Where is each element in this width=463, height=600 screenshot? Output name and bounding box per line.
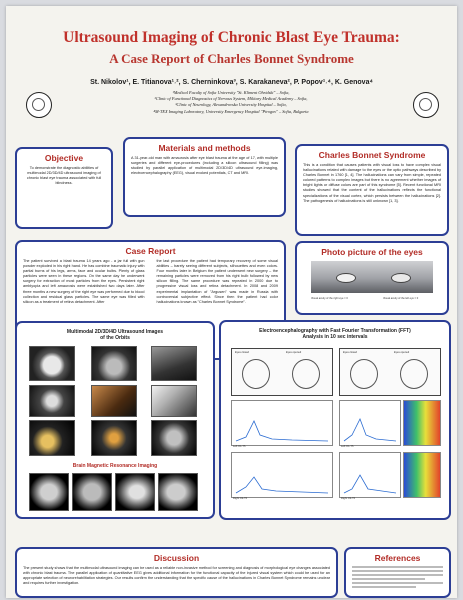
eeg-label-closed-1: Eyes closed [235, 351, 249, 354]
references-box [344, 547, 451, 598]
eeg-topomap-right [339, 348, 441, 396]
authors: St. Nikolov¹, E. Titianova¹˒², S. Cherninkova³, S. Karakaneva², P. Popov¹˒⁴, K. Genova⁴ [90, 79, 373, 86]
objective-box [15, 147, 113, 229]
us-image-3 [151, 346, 197, 381]
us-image-5 [91, 385, 137, 417]
eeg-heading [221, 328, 449, 340]
eeg-side-label-1: Left O1-T5 [233, 445, 246, 448]
photo-caption-left: Visual acuity of the left eye = 0 [383, 297, 419, 300]
eeg-heading-line1: Electroencephalography with Fast Fourier Transformation (FFT) [259, 328, 411, 334]
poster [6, 6, 457, 598]
us-image-8 [91, 420, 137, 456]
case-report-text-left: The patient survived a blast trauma 14 years ago - a jar full with gun powder exploded in his right hand. He has combine traumatic injury with partial burns of his legs, arms, face and ocular bulbs. Plenty of glass particles were seen in these regions. On the same day he underwent surgery for extraction of most particles from the eyes. Persistent right amblyopia and left amaurosis were established two days later. After three months a new surgery of the right eye was performed due to blood collection and residual glass particles. The same eye was filled with silicon as a treatment of retina detachment. After [23, 259, 145, 304]
mri-image-1 [29, 473, 69, 511]
methods-heading: Materials and methods [158, 143, 251, 153]
mri-image-3 [115, 473, 155, 511]
photo-heading: Photo picture of the eyes [321, 247, 423, 257]
eeg-colormap-2 [403, 452, 441, 498]
us-image-1 [29, 346, 75, 381]
discussion-box [15, 547, 338, 598]
eeg-topomap-left [231, 348, 333, 396]
case-report-heading: Case Report [125, 246, 176, 256]
discussion-text: The present study shows that the multimodal ultrasound imaging can be used as a reliable non-invasive method for screening and diagnosis of morphological eye changes associated with chronic blast trauma. The parallel application of quantitative EEG gives additional information for the functional capacity of the injured visual system which could be used for an appropriate selection of neurorehabilitation strategies. Our results confirm the understanding that the specific cause of the hallucinations in Charles Bonnet Syndrome remains unclear and requires further investigation. [23, 566, 330, 586]
us-image-9 [151, 420, 197, 456]
eeg-side-label-2: Right O2-T6 [233, 497, 248, 500]
cbs-box [295, 144, 449, 236]
photo-box [295, 241, 449, 315]
case-report-text-right: the last procedure the patient had temporary recovery of some visual abilities – barely seeing different subjects, silhouettes and even colors. Four months later in Belgium the patient underwent new surgery – the remaining particles were removed from his right bulb followed by new silicon filling. The same procedure was repeated in 2000 due to progressive visual loss and retina detachment. In 2008 and 2009 experimental implantation of "Argusen" was made in Russia with controversial subjective effect. Since then the patient had color hallucinations known as "Charles Bonnet Syndrome". [156, 259, 278, 304]
methods-box [123, 137, 286, 217]
references-list [346, 566, 449, 588]
objective-heading: Objective [44, 153, 84, 163]
us-image-6 [151, 385, 197, 417]
us-image-7 [29, 420, 75, 456]
us-image-4 [29, 385, 75, 417]
university-logo-left [26, 92, 52, 118]
ultrasound-heading-line1: Multimodal 2D/3D/4D Ultrasound Images [66, 329, 164, 335]
affiliation-1: ¹Medical Faculty of Sofia University "St. Kliment Ohridski" – Sofia, [172, 90, 290, 95]
affiliation-2: ²Clinic of Functional Diagnostics of Nervous System, Military Medical Academy – Sofia, [154, 96, 308, 102]
eeg-side-label-3: Left O1-T5 [341, 445, 354, 448]
mri-image-4 [158, 473, 198, 511]
eeg-label-closed-2: Eyes closed [343, 351, 357, 354]
discussion-heading: Discussion [153, 553, 200, 563]
eeg-heading-line2: Analysis in 10 sec intervals [302, 334, 368, 340]
hospital-logo-right [413, 92, 439, 118]
eeg-spectrum-1 [231, 400, 333, 446]
eeg-colormap-1 [403, 400, 441, 446]
objective-text: To demonstrate the diagnostic abilities of multimodal 2D/3D/4D ultrasound imaging of chronic blast eye trauma associated with full blindness. [26, 166, 102, 186]
eeg-spectrum-2 [339, 400, 401, 446]
eeg-label-opened-2: Eyes opened [394, 351, 410, 354]
us-image-2 [91, 346, 137, 381]
mri-heading: Brain Magnetic Resonance Imaging [72, 463, 158, 469]
cbs-text: This is a condition that causes patients with visual loss to have complex visual hallucinations related with damage to the eyes or the optic pathways described by Charles Bonnet in 1760 [1, 4]. The hallucinations can vary from simple, repeated colored patterns to complex images but there is no agreement whether images of bright lights or diffuse colors are part of this syndrome [5]. Recent functional MRI studies showed that the content of the hallucinations reflects the functional specializations of the visual cortex, which persists between the hallucinations [2]. The pathogenesis of hallucinations is still unknown [1, 3]. [303, 163, 441, 203]
cbs-heading: Charles Bonnet Syndrome [318, 150, 426, 160]
references-heading: References [374, 553, 421, 563]
mri-image-2 [72, 473, 112, 511]
eyes-photo [311, 261, 433, 293]
poster-subtitle: A Case Report of Charles Bonnet Syndrome [109, 51, 354, 66]
ultrasound-heading-line2: of the Orbits [100, 335, 130, 341]
methods-text: A 31-year-old man with amaurosis after eye blast trauma at the age of 17, with multiple surgeries and different eye-procedures (including a silicon ultrasound filling) was studied by parallel application of multimodal 2D/3D/4D ultrasound eye-imaging, electroencephalography (EEG), visual evoked potentials, CT and MRI. [131, 156, 278, 176]
ultrasound-box [15, 321, 215, 519]
affiliation-3: ³Clinic of Neurology, Alexandrovska University Hospital – Sofia, [175, 102, 287, 108]
eeg-spectrum-3 [231, 452, 333, 498]
affiliation-4: ⁴M-TEX Imaging Laboratory, University Emergency Hospital "Pirogov" – Sofia, Bulgaria [153, 108, 309, 114]
affiliations [96, 90, 366, 115]
eeg-side-label-4: Right O2-T6 [341, 497, 356, 500]
eeg-label-opened-1: Eyes opened [286, 351, 302, 354]
eeg-spectrum-4 [339, 452, 401, 498]
poster-title: Ultrasound Imaging of Chronic Blast Eye Trauma: [63, 29, 400, 46]
eeg-box [219, 320, 451, 520]
photo-caption-right: Visual acuity of the right eye = 0 [311, 297, 348, 300]
ultrasound-heading [17, 329, 213, 341]
